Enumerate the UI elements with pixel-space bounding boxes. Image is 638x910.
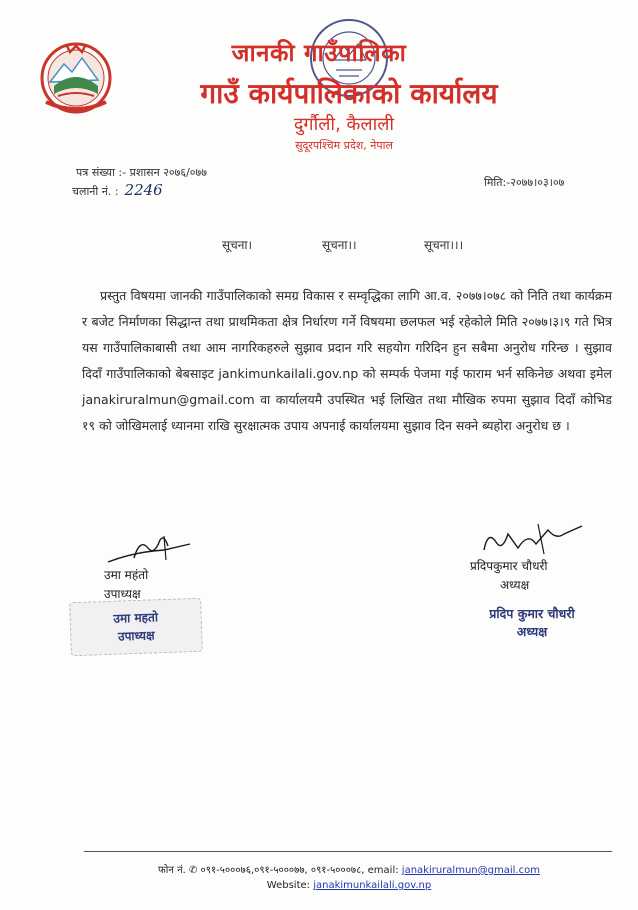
stamp-left-name: उमा महतो [113, 610, 159, 626]
letter-date: मिति:-२०७७।०३।०७ [484, 176, 565, 189]
footer-email-link[interactable]: janakiruralmun@gmail.com [401, 865, 540, 876]
footer-contact [0, 862, 638, 876]
signatory-right-role: अध्यक्ष [500, 578, 530, 592]
signature-right-icon [478, 520, 588, 560]
notice-heading: सूचना। [222, 238, 253, 252]
dispatch-number: 2246 [124, 181, 163, 199]
stamp-left-role: उपाध्यक्ष [117, 628, 155, 644]
dispatch-label: चलानी नं. : [72, 185, 119, 198]
office-name: जानकी गाउँपालिका [231, 39, 407, 67]
footer-website [0, 880, 638, 891]
signature-left-icon [104, 530, 194, 570]
footer-phone-text: फोन नं. ✆ ०९१-५०००७६,०९१-५०००७७, ०९१-५०००७८, email: [158, 865, 399, 876]
notice-heading: सूचना।।। [424, 238, 464, 252]
dispatch-number-line [72, 181, 163, 199]
letter-reference: पत्र संख्या :- प्रशासन २०७६/०७७ [76, 166, 207, 179]
office-location: दुर्गौली, कैलाली [293, 114, 395, 135]
footer-website-link[interactable]: janakimunkailali.gov.np [313, 880, 432, 891]
stamp-right-name: प्रदिप कुमार चौधरी [489, 606, 575, 621]
signatory-right-name: प्रदिपकुमार चौधरी [470, 559, 548, 573]
footer-website-label: Website: [266, 880, 311, 891]
notice-heading: सूचना।। [322, 238, 357, 252]
footer-divider [84, 851, 612, 852]
stamp-right [472, 605, 592, 641]
signatory-left-role: उपाध्यक्ष [104, 587, 141, 601]
stamp-left [69, 598, 203, 657]
stamp-right-role: अध्यक्ष [516, 624, 548, 639]
notice-body: प्रस्तुत विषयमा जानकी गाउँपालिकाको समग्र विकास र सम्वृद्धिका लागि आ.व. २०७७।०७८ को निति तथा कार्यक्रम र बजेट निर्माणका सिद्धान्त तथा प्राथमिकता क्षेत्र निर्धारण गर्ने विषयमा छलफल भई रहेकोले मिति २०७७।३।९ गते भित्र यस गाउँपालिकाबासी तथा आम नागरिकहरुले सुझाव प्रदान गरि सहयोग गरिदिन हुन सबैमा अनुरोध गरिन्छ । सुझाव दिदाँ गाउँपालिकाको बेबसाइट jankimunkailali.gov.np को सम्पर्क पेजमा गई फाराम भर्न सकिनेछ अथवा इमेल janakiruralmun@gmail.com वा कार्यालयमै उपस्थित भई लिखित तथा मौखिक रुपमा सुझाव दिदाँ कोभिड १९ को जोखिमलाई ध्यानमा राखि सुरक्षात्मक उपाय अपनाई कार्यालयमा सुझाव दिन सक्ने ब्यहोरा अनुरोध छ । [82, 288, 612, 433]
office-province: सुदूरपश्चिम प्रदेश, नेपाल [295, 139, 393, 152]
office-title: गाउँ कार्यपालिकाको कार्यालय [200, 77, 498, 110]
signatory-left-name: उमा महंतो [104, 568, 149, 582]
